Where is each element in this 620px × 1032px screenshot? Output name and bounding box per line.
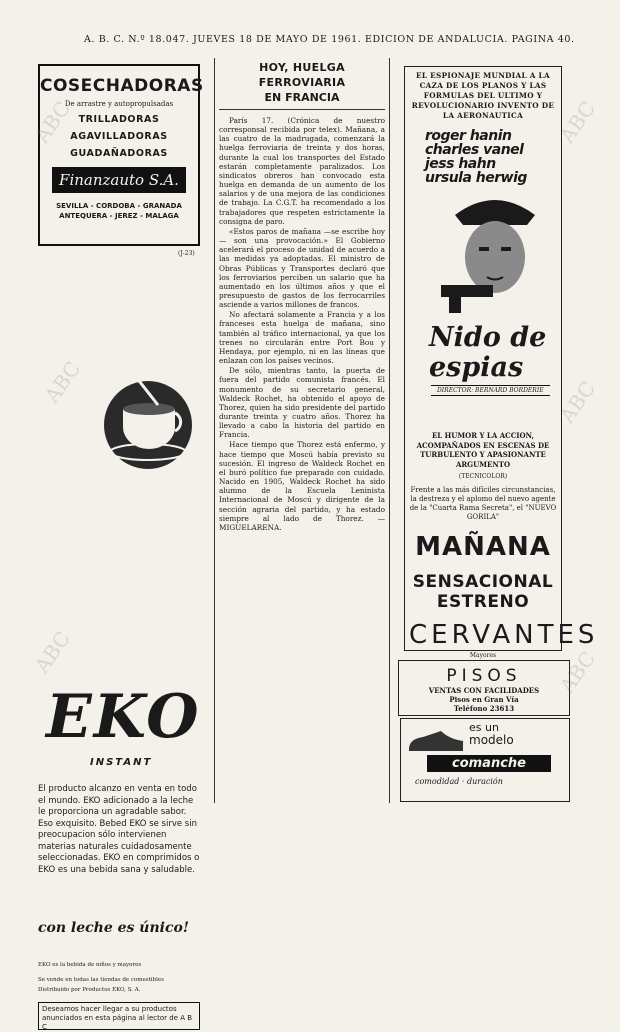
- cinema-tagline: EL HUMOR Y LA ACCION, ACOMPAÑADOS EN ESCENAS DE TURBULENTO Y APASIONANTE ARGUMENTO: [416, 431, 550, 469]
- eko-fine-print: Distribuido por Productos EKO, S. A.: [38, 987, 141, 993]
- ad-code: (J-23): [178, 250, 195, 257]
- premiere-label: SENSACIONAL ESTRENO: [412, 572, 554, 612]
- eko-slogan: con leche es único!: [38, 920, 189, 936]
- watermark: ABC: [39, 356, 86, 408]
- eko-fine-print: Se vende en todas las tiendas de comestibles: [38, 977, 164, 983]
- article-paragraph: París 17. (Crónica de nuestro corresponsal recibida por telex). Mañana, a las cuatro de la madrugada, comenzará la huelga ferroviaria de treinta y dos horas, durante la cual los transportes del Estado estarán completamente paralizados. Los sindicatos obreros han convocado esta huelga en demanda de un aumento de los salarios y de una mejora de las condiciones de trabajo. La C.G.T. ha recomendado a los trabajadores que respeten estrictamente la consigna de paro.: [219, 116, 385, 226]
- eko-bottom-note: Deseamos hacer llegar a su productos anunciados en esta página al lector de A B C: [38, 1002, 200, 1030]
- pisos-title: PISOS: [446, 666, 522, 686]
- cinema-description: Frente a las más difíciles circunstancias, la destreza y el aplomo del nuevo agente de la "Cuarta Rama Secreta", el "NUEVO GORILA": [409, 486, 557, 521]
- pisos-line: VENTAS CON FACILIDADES: [428, 686, 540, 695]
- ad-subtitle: De arrastre y autopropulsadas: [64, 100, 174, 108]
- cast-list: [425, 129, 527, 185]
- watermark: ABC: [29, 96, 76, 148]
- watermark: ABC: [554, 646, 601, 698]
- cinema-heading: EL ESPIONAJE MUNDIAL A LA CAZA DE LOS PLANOS Y LAS FORMULAS DEL ULTIMO Y REVOLUCIONARIO INVENTO DE LA AERONAUTICA: [411, 71, 555, 120]
- ad-item: AGAVILLADORAS: [70, 131, 168, 142]
- eko-ad: [38, 262, 201, 1031]
- premiere-day: MAÑANA: [415, 532, 551, 562]
- news-article: [214, 58, 390, 803]
- watermark: ABC: [554, 96, 601, 148]
- cinema-format: (TECNICOLOR): [458, 473, 508, 480]
- movie-title-line: Nido de: [429, 322, 547, 353]
- comanche-line: es un: [469, 721, 499, 734]
- watermark: ABC: [554, 376, 601, 428]
- comanche-brand: comanche: [427, 755, 551, 772]
- ad-title: COSECHADORAS: [40, 76, 204, 96]
- cast-name: roger hanin: [425, 128, 512, 144]
- coffee-cup-icon: [88, 357, 208, 477]
- theater-name: CERVANTES: [409, 620, 599, 650]
- article-paragraph: No afectará solamente a Francia y a los franceses esta huelga de mañana, sino también al tráfico internacional, ya que los trenes no circularán entre Port Bou y Hendaya, por ejemplo, ni en las líneas que enlazan con los países vecinos.: [219, 310, 385, 366]
- eko-fine-print: EKO es la bebida de niños y mayores: [38, 962, 142, 968]
- cosechadoras-ad: [38, 64, 204, 246]
- watermark: ABC: [29, 626, 76, 678]
- spy-portrait-icon: [435, 185, 555, 315]
- eko-logo: EKO: [46, 682, 201, 752]
- shoe-icon: [407, 729, 465, 755]
- pisos-line: Pisos en Gran Vía: [449, 695, 519, 704]
- cast-name: charles vanel: [425, 142, 524, 158]
- article-title: HOY, HUELGA FERROVIARIA: [258, 61, 346, 89]
- article-paragraph: «Estos paros de mañana —se escribe hoy— son una provocación.» El Gobierno acelerará el proceso de unidad de acuerdo a las medidas ya adoptadas. El ministro de Obras Públicas y Transportes declaró que los ferroviarios perciben un salario que ha aumentado en los últimos años y que el presupuesto de gastos de los ferrocarriles asciende a varios millones de francos.: [219, 226, 385, 310]
- comanche-line: modelo: [469, 733, 514, 747]
- article-paragraph: De sólo, mientras tanto, la puerta de fuera del partido comunista francés. El monumento de su secretario general, Waldeck Rochet, ha obtenido el apoyo de Thorez, quien ha sido presidente del partido durante treinta y cuatro años. Thorez ha llevado a cabo la historia del partido en Francia.: [219, 366, 385, 440]
- movie-title-line: espias: [429, 352, 524, 383]
- director-credit: DIRECTOR: BERNARD BORDERIE: [431, 385, 550, 396]
- article-title: EN FRANCIA: [219, 90, 385, 110]
- pisos-ad: [398, 660, 570, 716]
- ad-cities: SEVILLA - CORDOBA - GRANADA: [56, 202, 182, 210]
- cast-name: ursula herwig: [425, 170, 527, 186]
- movie-poster: [409, 127, 557, 419]
- eko-subtitle: INSTANT: [90, 757, 153, 768]
- comanche-tagline: comodidad · duración: [415, 777, 503, 786]
- ad-item: GUADAÑADORAS: [70, 148, 168, 159]
- comanche-ad: [400, 718, 570, 802]
- eko-copy: El producto alcanzo en venta en todo el mundo. EKO adicionado a la leche le proporciona un agradable sabor. Eso exquisito. Bebed EKO se sirve sin preocupacion sólo intervienen materias naturales cuidadosamente seleccionadas. EKO en comprimidos o EKO es una bebida sana y saludable.: [38, 784, 200, 875]
- ad-item: TRILLADORAS: [78, 114, 160, 125]
- ad-brand: Finanzauto S.A.: [52, 167, 186, 193]
- page-header: A. B. C. N.º 18.047. JUEVES 18 DE MAYO DE 1961. EDICION DE ANDALUCIA. PAGINA 40.: [84, 34, 575, 45]
- movie-title: [429, 323, 546, 383]
- cast-name: jess hahn: [425, 156, 496, 172]
- pisos-line: Teléfono 23613: [453, 704, 515, 713]
- article-paragraph: Hace tiempo que Thorez está enfermo, y hace tiempo que Moscú había previsto su sucesión. El ingreso de Waldeck Rochet en el buró político fue preparado con cuidado. Nacido en 1905, Waldeck Rochet ha sido alumno de la Escuela Leninista Internacional de Moscú y dirigente de la sección agraria del partido, y ha estado siempre al lado de Thorez. — MIGUELARENA.: [219, 440, 385, 532]
- age-rating: Mayores: [469, 652, 497, 659]
- ad-cities: ANTEQUERA - JEREZ - MALAGA: [59, 212, 179, 220]
